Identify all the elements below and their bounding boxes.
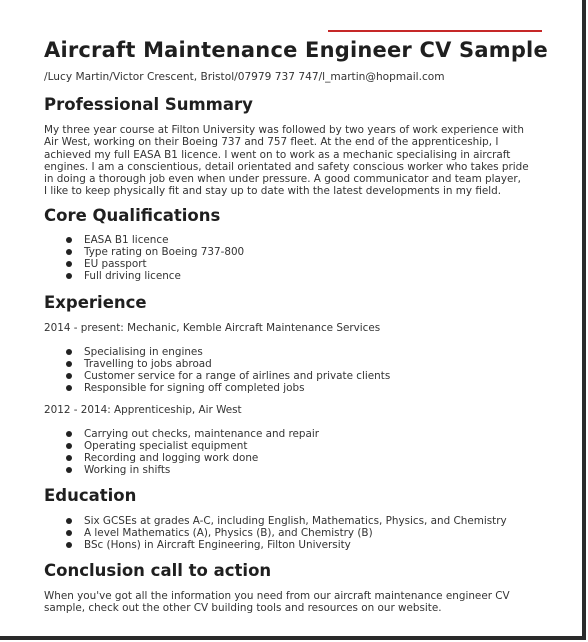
summary-line: Air West, working on their Boeing 737 and 757 fleet. At the end of the apprenticeship, I [44,136,499,149]
list-item: Six GCSEs at grades A-C, including English, Mathematics, Physics, and Chemistry [64,515,507,527]
summary-line: I like to keep physically fit and stay up to date with the latest developments in my field. [44,185,502,198]
summary-line: My three year course at Filton University was followed by two years of work experience with [44,124,524,136]
bullet-icon [66,542,72,548]
bullet-icon [66,443,72,449]
list-item: Specialising in engines [64,346,390,358]
list-item: Working in shifts [64,464,319,476]
bullet-icon [66,467,72,473]
list-item: Responsible for signing off completed jobs [64,382,390,394]
section-heading-qualifications: Core Qualifications [44,206,221,225]
job-duties-list [64,428,319,476]
list-item: Type rating on Boeing 737-800 [64,246,244,258]
list-item: EU passport [64,258,244,270]
bullet-icon [66,518,72,524]
list-item: Travelling to jobs abroad [64,358,390,370]
bullet-icon [66,273,72,279]
list-item: Recording and logging work done [64,452,319,464]
conclusion-line: When you've got all the information you need from our aircraft maintenance engineer CV [44,590,510,602]
contact-line: /Lucy Martin/Victor Crescent, Bristol/07979 737 747/l_martin@hopmail.com [44,71,445,83]
bullet-icon [66,385,72,391]
conclusion-line: sample, check out the other CV building tools and resources on our website. [44,602,442,615]
summary-line: in doing a thorough job even when under pressure. A good communicator and team player, [44,173,521,186]
list-item: EASA B1 licence [64,234,244,246]
bullet-icon [66,373,72,379]
summary-line: engines. I am a conscientious, detail orientated and safety conscious worker who takes pride [44,160,529,173]
section-heading-education: Education [44,486,137,505]
list-item: BSc (Hons) in Aircraft Engineering, Filton University [64,539,507,551]
page-title: Aircraft Maintenance Engineer CV Sample [44,38,548,62]
bullet-icon [66,361,72,367]
job-duties-list [64,346,390,394]
bullet-icon [66,431,72,437]
conclusion-paragraph [44,590,544,615]
section-heading-conclusion: Conclusion call to action [44,561,272,580]
list-item: Carrying out checks, maintenance and repair [64,428,319,440]
bullet-icon [66,349,72,355]
job-title: 2012 - 2014: Apprenticeship, Air West [44,404,242,416]
bullet-icon [66,455,72,461]
accent-rule [328,30,542,32]
list-item: Operating specialist equipment [64,440,319,452]
section-heading-experience: Experience [44,293,147,312]
bullet-icon [66,237,72,243]
section-heading-summary: Professional Summary [44,95,253,114]
bullet-icon [66,530,72,536]
bullet-icon [66,261,72,267]
bullet-icon [66,249,72,255]
job-title: 2014 - present: Mechanic, Kemble Aircraft Maintenance Services [44,322,381,334]
qualifications-list [64,234,244,282]
summary-line: achieved my full EASA B1 licence. I went on to work as a mechanic specialising in aircraft [44,148,511,161]
education-list [64,515,507,551]
list-item: Customer service for a range of airlines and private clients [64,370,390,382]
summary-paragraph [44,124,544,198]
list-item: A level Mathematics (A), Physics (B), and Chemistry (B) [64,527,507,539]
list-item: Full driving licence [64,270,244,282]
